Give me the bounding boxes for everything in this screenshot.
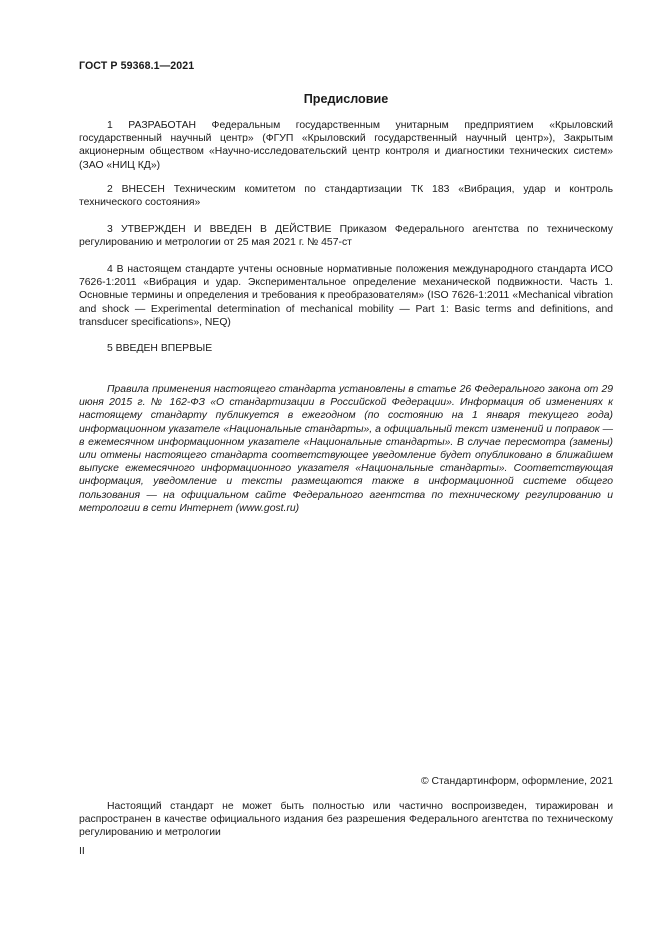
copyright-line: © Стандартинформ, оформление, 2021: [420, 776, 613, 787]
preface-item-introduced: 2 ВНЕСЕН Техническим комитетом по стандартизации ТК 183 «Вибрация, удар и контроль технического состояния»: [79, 184, 613, 209]
reproduction-notice: Настоящий стандарт не может быть полностью или частично воспроизведен, тиражирован и распространен в качестве официального издания без разрешения Федерального агентства по техническому регулированию и метрологии: [79, 801, 613, 839]
page-number: II: [79, 846, 85, 857]
preface-item-developed: 1 РАЗРАБОТАН Федеральным государственным унитарным предприятием «Крыловский государственный научный центр» (ФГУП «Крыловский государственный научный центр»), Закрытым акционерным обществом «Научно-исследовательский центр контроля и диагностики технических систем» (ЗАО «НИЦ КД»): [79, 120, 613, 171]
application-notice: Правила применения настоящего стандарта установлены в статье 26 Федерального закона от 29 июня 2015 г. № 162-ФЗ «О стандартизации в Российской Федерации». Информация об изменениях к настоящему стандарту публикуется в ежегодном (по состоянию на 1 января текущего года) информационном указателе «Национальные стандарты», а официальный текст изменений и поправок — в ежемесячном информационном указателе «Национальные стандарты». В случае пересмотра (замены) или отмены настоящего стандарта соответствующее уведомление будет опубликовано в ближайшем выпуске ежемесячного информационного указателя «Национальные стандарты». Соответствующая информация, уведомление и тексты размещаются также в информационной системе общего пользования — на официальном сайте Федерального агентства по техническому регулированию и метрологии в сети Интернет (www.gost.ru): [79, 384, 613, 514]
section-title: Предисловие: [303, 92, 389, 106]
preface-item-first-introduced: 5 ВВЕДЕН ВПЕРВЫЕ: [107, 343, 213, 354]
preface-item-approved: 3 УТВЕРЖДЕН И ВВЕДЕН В ДЕЙСТВИЕ Приказом Федерального агентства по техническому регулированию и метрологии от 25 мая 2021 г. № 457-ст: [79, 224, 613, 249]
preface-item-international: 4 В настоящем стандарте учтены основные нормативные положения международного стандарта ИСО 7626-1:2011 «Вибрация и удар. Экспериментальное определение механической подвижности. Часть 1. Основные термины и определения и требования к преобразователям» (ISO 7626-1:2011 «Mechanical vibration and shock — Experimental determination of mechanical mobility — Part 1: Basic terms and definitions, and transducer specifications», NEQ): [79, 264, 613, 328]
document-code: ГОСТ Р 59368.1—2021: [79, 60, 195, 72]
